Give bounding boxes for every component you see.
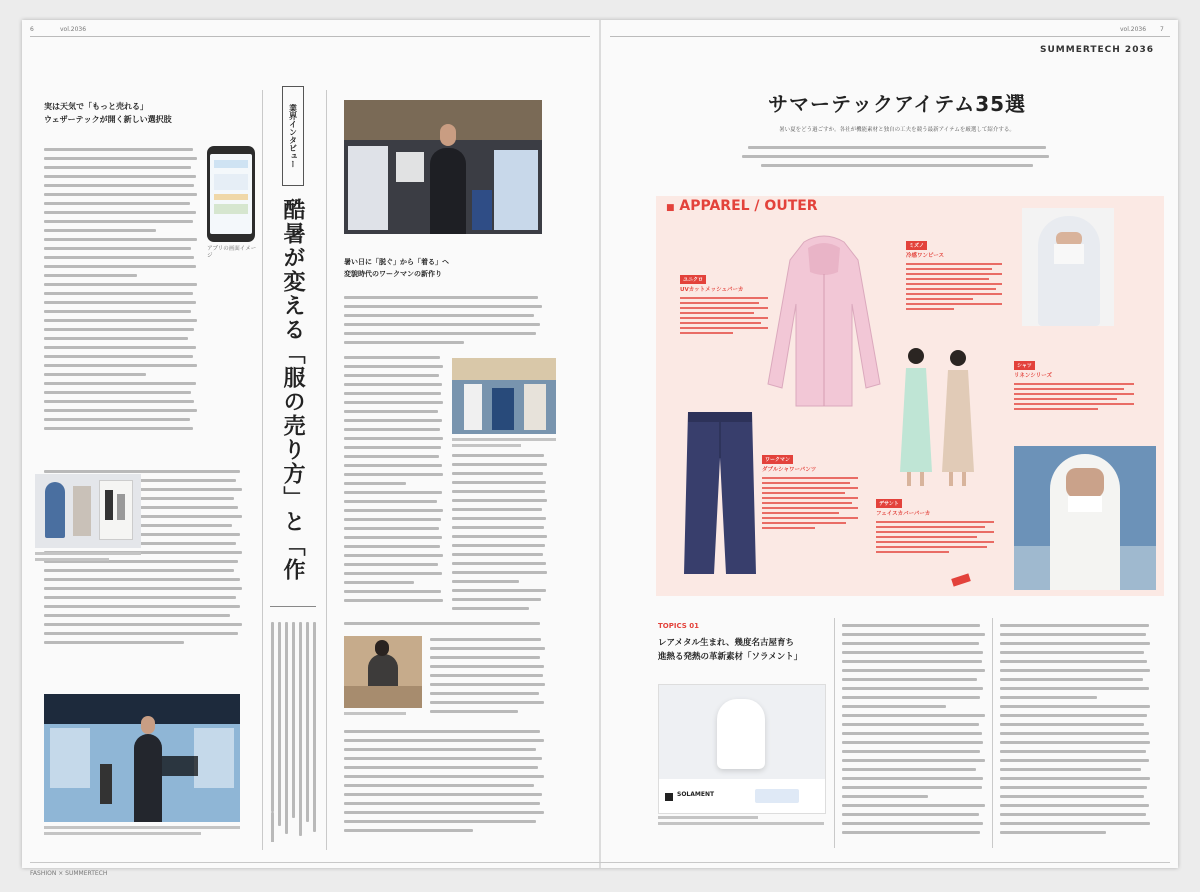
staff-photo-caption [344, 712, 422, 715]
right-header-rule [610, 36, 1170, 37]
item-card-3 [906, 232, 1002, 313]
solament-brand-name: SOLAMENT [677, 791, 715, 798]
column-divider-4 [992, 618, 993, 848]
face-cover-model-photo [1022, 208, 1114, 326]
store-display-photo [35, 474, 141, 548]
topics-headline: レアメタル生まれ、幾度名古屋育ち 進熱る発熱の革新素材「ソラメント」 [658, 638, 803, 662]
right-page-lead: 暑い夏をどう過ごすか。各社が機能素材と独自の工夫を競う最新アイテムを厳選して紹介する。 [779, 127, 1015, 133]
footer-rule [30, 862, 1170, 863]
left-page-date: vol.2036 [60, 26, 87, 33]
left-footer-credit: FASHION × SUMMERTECH [30, 870, 108, 877]
item-4-name: フェイスカバーパーカ [876, 511, 931, 517]
topics-tag: TOPICS 01 [658, 622, 699, 630]
interview-body-text [344, 296, 544, 356]
left-column-headline: 実は天気で「もっと売れる」 ウェザーテックが開く新しい選択肢 [44, 102, 172, 124]
solament-photo-caption [658, 816, 824, 825]
interview-portrait-photo [344, 100, 542, 234]
interview-body-text-5 [430, 638, 546, 728]
right-page-title: サマーテックアイテム35選 [768, 92, 1027, 116]
feature-label: SUMMERTECH 2036 [1040, 45, 1154, 55]
right-page-lead-lines [742, 146, 1052, 176]
title-rule [270, 606, 316, 607]
interview-body-text-4 [344, 622, 544, 634]
interview-body-text-2 [344, 356, 444, 620]
item-card-4 [876, 490, 994, 556]
office-photo-caption [452, 438, 556, 447]
tv-studio-photo [44, 694, 240, 822]
item-card-2 [762, 446, 858, 532]
staff-photo [344, 636, 422, 708]
smartphone-image [207, 146, 255, 242]
left-column-body-text [44, 148, 199, 468]
left-page-number: 6 [30, 26, 34, 33]
right-page-date: vol.2036 [1120, 26, 1147, 33]
interview-main-title: 酷暑が変える「服の売り方」と「作 [280, 198, 305, 582]
column-divider-2 [326, 90, 327, 850]
item-5-name: リネンシリーズ [1014, 373, 1052, 379]
column-divider-1 [262, 90, 263, 850]
item-5-brand: シャツ [1014, 361, 1035, 370]
studio-photo-caption [44, 826, 240, 835]
solament-logo-icon [665, 793, 673, 801]
item-card-5 [1014, 352, 1134, 413]
store-photo-caption [35, 552, 141, 561]
item-3-brand: ミズノ [906, 241, 927, 250]
phone-caption: アプリの画面イメージ [207, 246, 257, 259]
right-page-number: 7 [1160, 26, 1164, 33]
item-1-name: UVカットメッシュパーカ [680, 287, 744, 293]
column-divider-3 [834, 618, 835, 848]
dress-models-image [892, 346, 984, 488]
left-header-rule [30, 36, 590, 37]
topics-body-text-2 [1000, 624, 1152, 848]
office-photo [452, 358, 556, 434]
apparel-section-label: ■ APPAREL / OUTER [666, 198, 818, 214]
solament-product-photo [658, 684, 826, 814]
pink-hoodie-image [766, 234, 882, 412]
item-1-brand: ユニクロ [680, 275, 706, 284]
navy-pants-image [682, 408, 758, 578]
center-gutter [599, 20, 601, 868]
apparel-section-text: APPAREL / OUTER [679, 198, 818, 214]
item-3-name: 冷感ワンピース [906, 253, 945, 259]
interview-label: 業界インタビュー [282, 86, 304, 186]
interview-vertical-intro [268, 622, 318, 842]
interview-sub-headline: 暑い日に「脱ぐ」から「着る」へ 変貌時代のワークマンの新作り [344, 258, 449, 278]
topics-body-text-1 [842, 624, 986, 848]
interview-body-text-3 [452, 454, 548, 620]
item-2-name: ダブルシャワーパンツ [762, 467, 817, 473]
item-2-brand: ワークマン [762, 455, 793, 464]
item-4-brand: デサント [876, 499, 902, 508]
hooded-model-photo [1014, 446, 1156, 590]
interview-body-text-6 [344, 730, 546, 848]
item-card-1 [680, 266, 768, 337]
